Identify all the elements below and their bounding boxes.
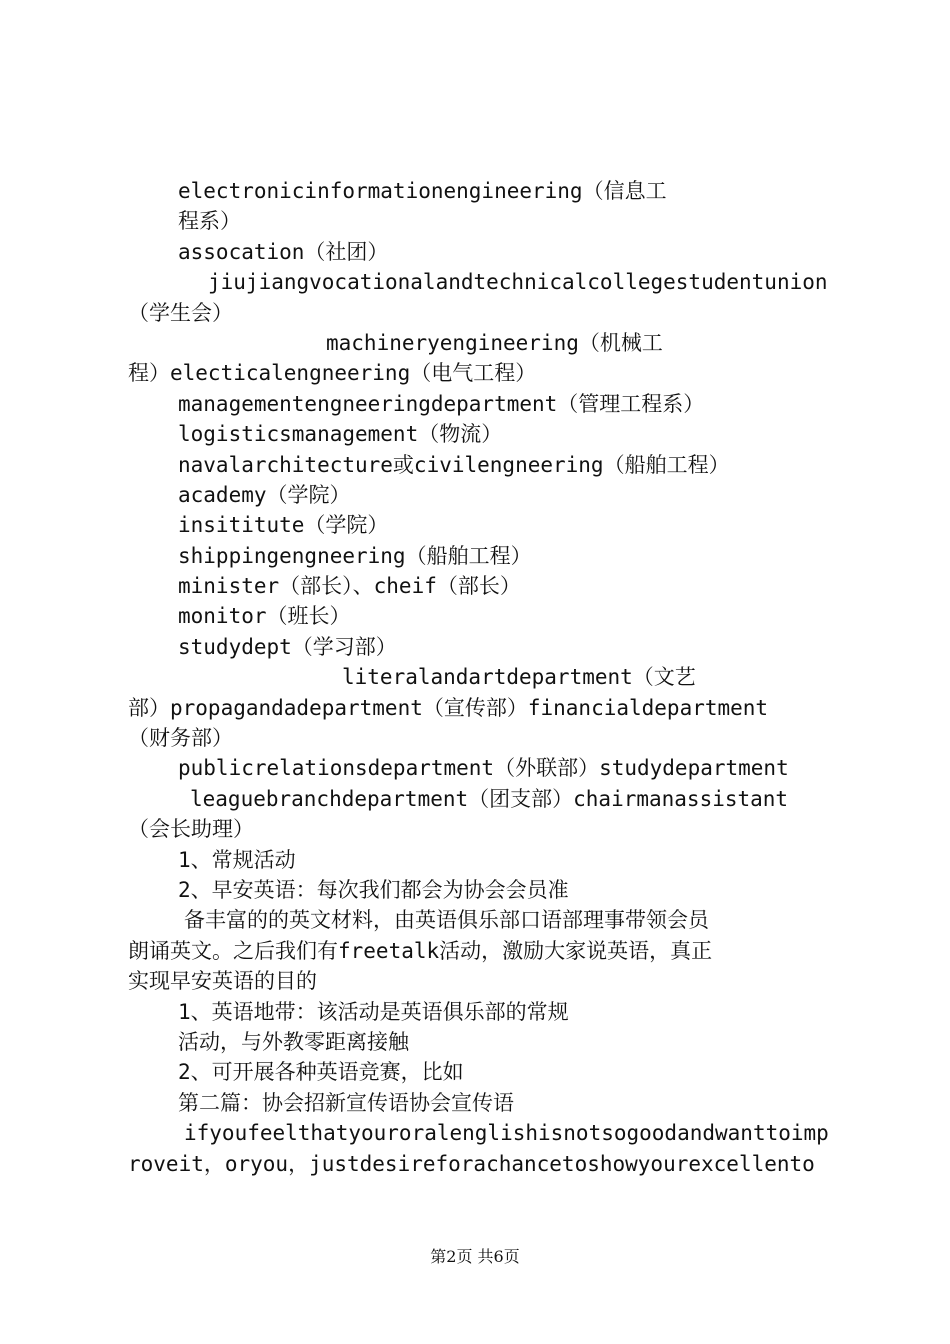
text-line: 1、英语地带：该活动是英语俱乐部的常规	[178, 999, 569, 1024]
text-line: 2、早安英语：每次我们都会为协会会员准	[178, 877, 569, 902]
text-line: roveit，oryou，justdesireforachancetoshowyourexcellento	[128, 1151, 815, 1176]
text-line: 实现早安英语的目的	[128, 969, 317, 994]
text-line: studydept（学习部）	[178, 634, 397, 659]
text-line: 程系）	[178, 209, 241, 234]
text-line: assocation（社团）	[178, 239, 389, 264]
text-line: （财务部）	[128, 726, 233, 751]
text-line: shippingengneering（船舶工程）	[178, 543, 532, 568]
text-line: 部）propagandadepartment（宣传部）financialdepartment	[128, 695, 769, 720]
text-line: jiujiangvocationalandtechnicalcollegestudentunion	[208, 270, 828, 295]
text-line: navalarchitecture或civilengneering（船舶工程）	[178, 452, 730, 477]
text-line: ifyoufeelthatyouroralenglishisnotsogoodandwanttoimp	[184, 1121, 829, 1146]
text-line: electronicinformationengineering（信息工	[178, 179, 667, 203]
text-line: literalandartdepartment（文艺	[342, 665, 696, 690]
text-line: minister（部长）、cheif（部长）	[178, 574, 521, 599]
text-line: 1、常规活动	[178, 847, 296, 872]
text-line: 活动，与外教零距离接触	[178, 1029, 409, 1054]
text-line: （会长助理）	[128, 817, 254, 842]
page-footer: 第2页 共6页	[430, 1247, 520, 1266]
text-line: 备丰富的的英文材料，由英语俱乐部口语部理事带领会员	[184, 908, 709, 933]
text-line: insititute（学院）	[178, 513, 389, 538]
text-line: logisticsmanagement（物流）	[178, 422, 503, 447]
text-line: machineryengineering（机械工	[326, 330, 663, 355]
text-line: 朗诵英文。之后我们有freetalk活动，激励大家说英语，真正	[128, 938, 713, 963]
text-line: leaguebranchdepartment（团支部）chairmanassistant	[190, 786, 789, 811]
body-text	[128, 176, 832, 1179]
text-line: publicrelationsdepartment（外联部）studydepartment	[178, 756, 789, 781]
text-line: 第二篇：协会招新宣传语协会宣传语	[178, 1090, 514, 1115]
text-line: 2、可开展各种英语竞赛，比如	[178, 1060, 464, 1085]
text-line: academy（学院）	[178, 482, 351, 507]
text-line: managementengneeringdepartment（管理工程系）	[178, 391, 705, 416]
text-line: （学生会）	[128, 300, 233, 325]
text-line: 程）electicalengneering（电气工程）	[128, 361, 537, 386]
text-line: monitor（班长）	[178, 604, 351, 629]
